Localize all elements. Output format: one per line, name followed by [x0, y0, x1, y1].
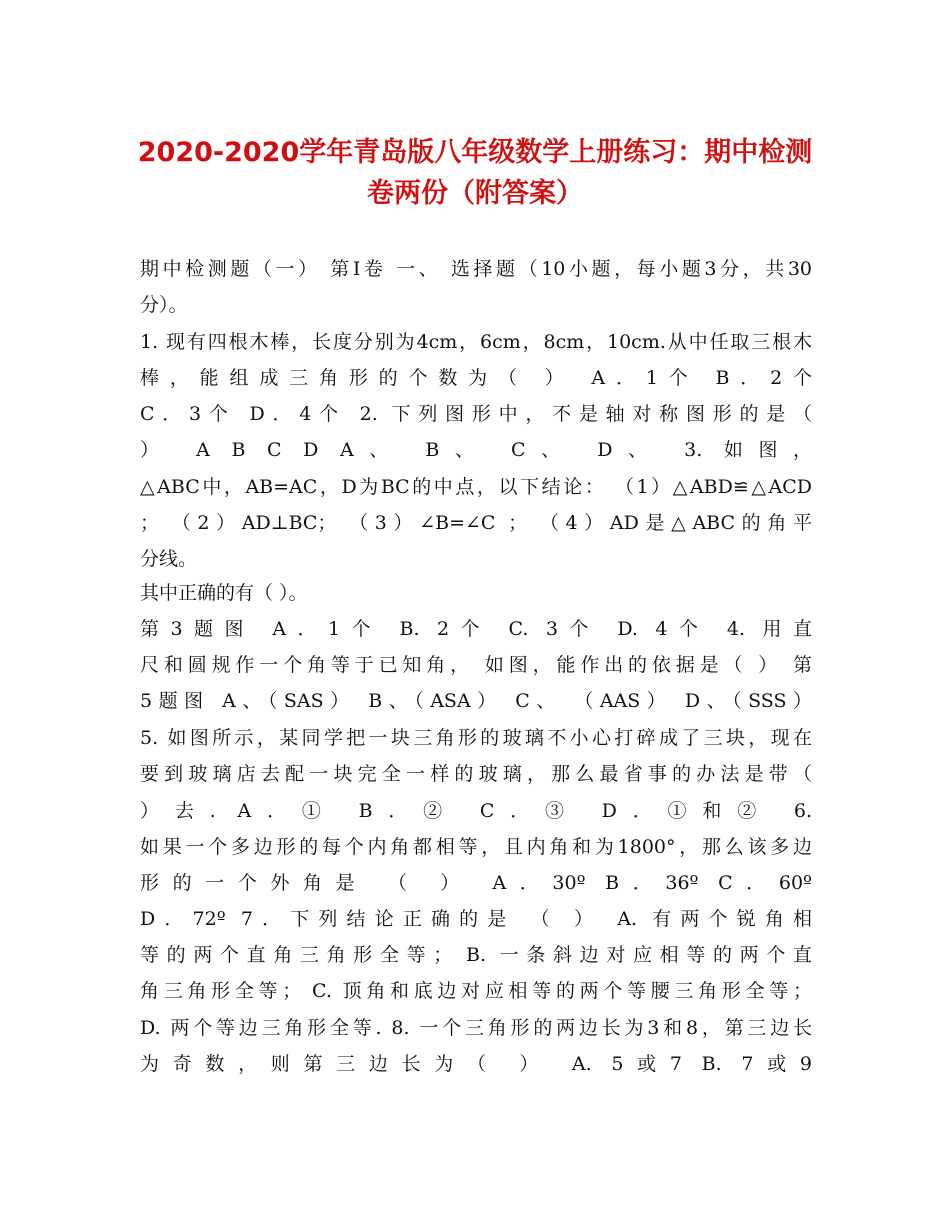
body-line: C．3个 D．4个 2. 下列图形中，不是轴对称图形的是（ — [140, 403, 812, 425]
body-line: 为奇数，则第三边长为（ ） A. 5或7 B. 7或9 — [140, 1053, 812, 1075]
body-line: ； （2）AD⊥BC； （3）∠B=∠C ； （4）AD是△ABC的角平 — [140, 512, 812, 534]
body-line: 其中正确的有（ ）。 — [140, 582, 308, 604]
body-line: 分线。 — [140, 548, 198, 570]
body-line: 如果一个多边形的每个内角都相等，且内角和为1800°，那么该多边 — [140, 836, 812, 858]
body-line: 1. 现有四根木棒，长度分别为4cm，6cm，8cm，10cm.从中任取三根木 — [140, 331, 812, 353]
body-line: 第3题图 A．1个 B. 2个 C. 3个 D. 4个 4. 用直 — [140, 618, 812, 640]
body-line: 5题图 A、（SAS） B、（ASA） C、 （AAS） D、（SSS） — [140, 690, 812, 712]
document-title-line-1: 2020-2020学年青岛版八年级数学上册练习：期中检测 — [137, 137, 813, 168]
body-line: 角三角形全等； C. 顶角和底边对应相等的两个等腰三角形全等； — [140, 980, 812, 1002]
body-line: 期中检测题（一） 第Ⅰ卷 一、 选择题（10小题，每小题3分，共30 — [140, 258, 812, 280]
body-line: 棒，能组成三角形的个数为（ ） A．1个 B．2个 — [140, 367, 812, 389]
body-line: D．72º 7．下列结论正确的是 （ ） A. 有两个锐角相 — [140, 908, 812, 930]
body-line: D. 两个等边三角形全等. 8. 一个三角形的两边长为3和8，第三边长 — [140, 1017, 812, 1039]
body-line: △ABC中，AB=AC，D为BC的中点，以下结论： （1）△ABD≌△ACD — [140, 476, 812, 498]
body-line: 分）。 — [140, 294, 188, 316]
body-line: ） A B C D A、 B、 C、 D、 3. 如图， — [140, 439, 812, 461]
body-line: ）去. A．① B．② C．③ D．①和② 6. — [140, 800, 812, 822]
document-title-line-2: 卷两份（附答案） — [367, 178, 583, 209]
body-line: 5. 如图所示，某同学把一块三角形的玻璃不小心打碎成了三块，现在 — [140, 727, 812, 749]
body-line: 形的一个外角是 （ ） A．30º B．36º C．60º — [140, 872, 812, 894]
body-line: 等的两个直角三角形全等； B. 一条斜边对应相等的两个直 — [140, 944, 812, 966]
body-line: 要到玻璃店去配一块完全一样的玻璃，那么最省事的办法是带（ — [140, 763, 812, 785]
body-line: 尺和圆规作一个角等于已知角， 如图，能作出的依据是（ ） 第 — [140, 654, 812, 676]
